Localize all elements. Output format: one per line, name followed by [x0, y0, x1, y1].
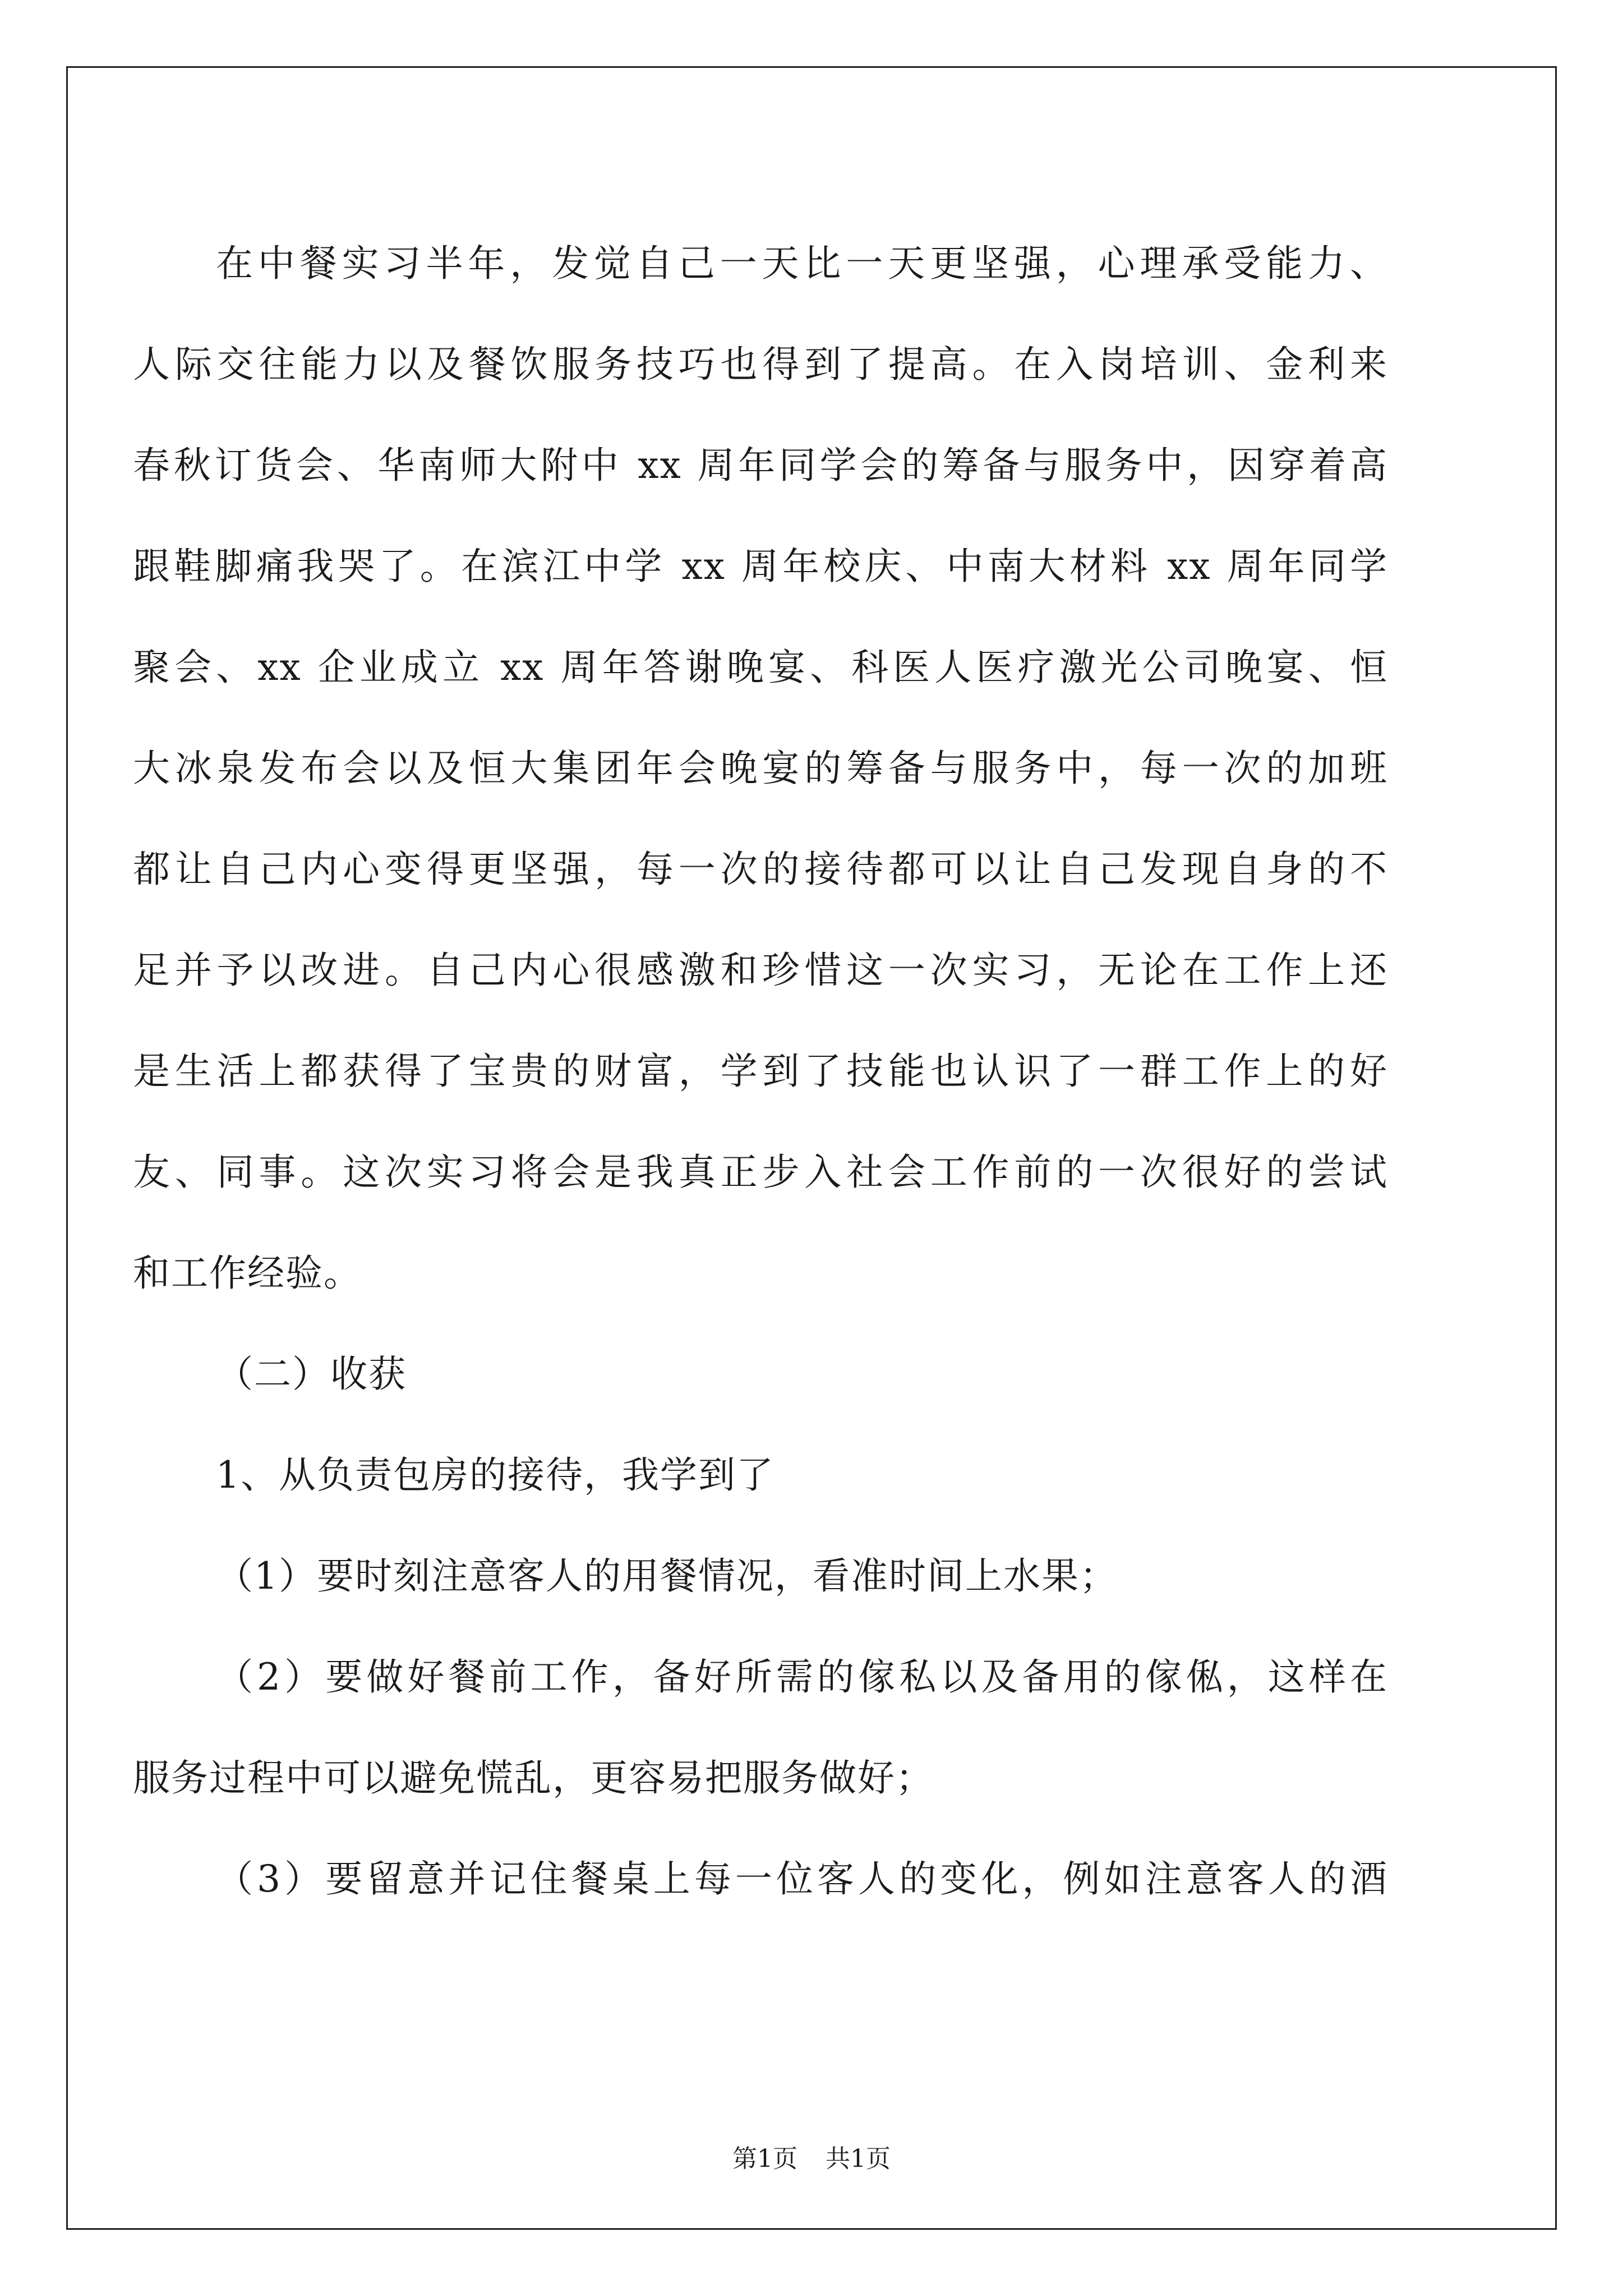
text-line: 跟鞋脚痛我哭了。在滨江中学 xx 周年校庆、中南大材料 xx 周年同学: [133, 545, 1388, 588]
text-line: 人际交往能力以及餐饮服务技巧也得到了提高。在入岗培训、金利来: [133, 343, 1388, 386]
subsection-heading: 1、从负责包房的接待，我学到了: [216, 1453, 774, 1497]
text-line: 友、同事。这次实习将会是我真正步入社会工作前的一次很好的尝试: [133, 1151, 1388, 1194]
text-line: 是生活上都获得了宝贵的财富，学到了技能也认识了一群工作上的好: [133, 1050, 1388, 1093]
page-footer: [0, 2138, 1623, 2174]
text-line: 在中餐实习半年，发觉自己一天比一天更坚强，心理承受能力、: [216, 242, 1388, 285]
list-item: （1）要时刻注意客人的用餐情况，看准时间上水果；: [216, 1554, 1118, 1598]
page-total: 共1页: [826, 2145, 891, 2173]
text-line: 服务过程中可以避免慌乱，更容易把服务做好；: [133, 1756, 934, 1800]
text-line: 都让自己内心变得更坚强，每一次的接待都可以让自己发现自身的不: [133, 848, 1388, 891]
page-number: 第1页: [732, 2145, 797, 2173]
text-line: 和工作经验。: [133, 1251, 362, 1295]
text-line: 春秋订货会、华南师大附中 xx 周年同学会的筹备与服务中，因穿着高: [133, 444, 1388, 487]
document-body: [133, 213, 1388, 1930]
text-line: 足并予以改进。自己内心很感激和珍惜这一次实习，无论在工作上还: [133, 949, 1388, 992]
text-line: 大冰泉发布会以及恒大集团年会晚宴的筹备与服务中，每一次的加班: [133, 747, 1388, 790]
list-item: （3）要留意并记住餐桌上每一位客人的变化，例如注意客人的酒: [216, 1857, 1388, 1901]
list-item: （2）要做好餐前工作，备好所需的傢私以及备用的傢俬，这样在: [216, 1655, 1388, 1699]
section-heading: （二）收获: [216, 1352, 407, 1396]
text-line: 聚会、xx 企业成立 xx 周年答谢晚宴、科医人医疗激光公司晚宴、恒: [133, 646, 1388, 689]
